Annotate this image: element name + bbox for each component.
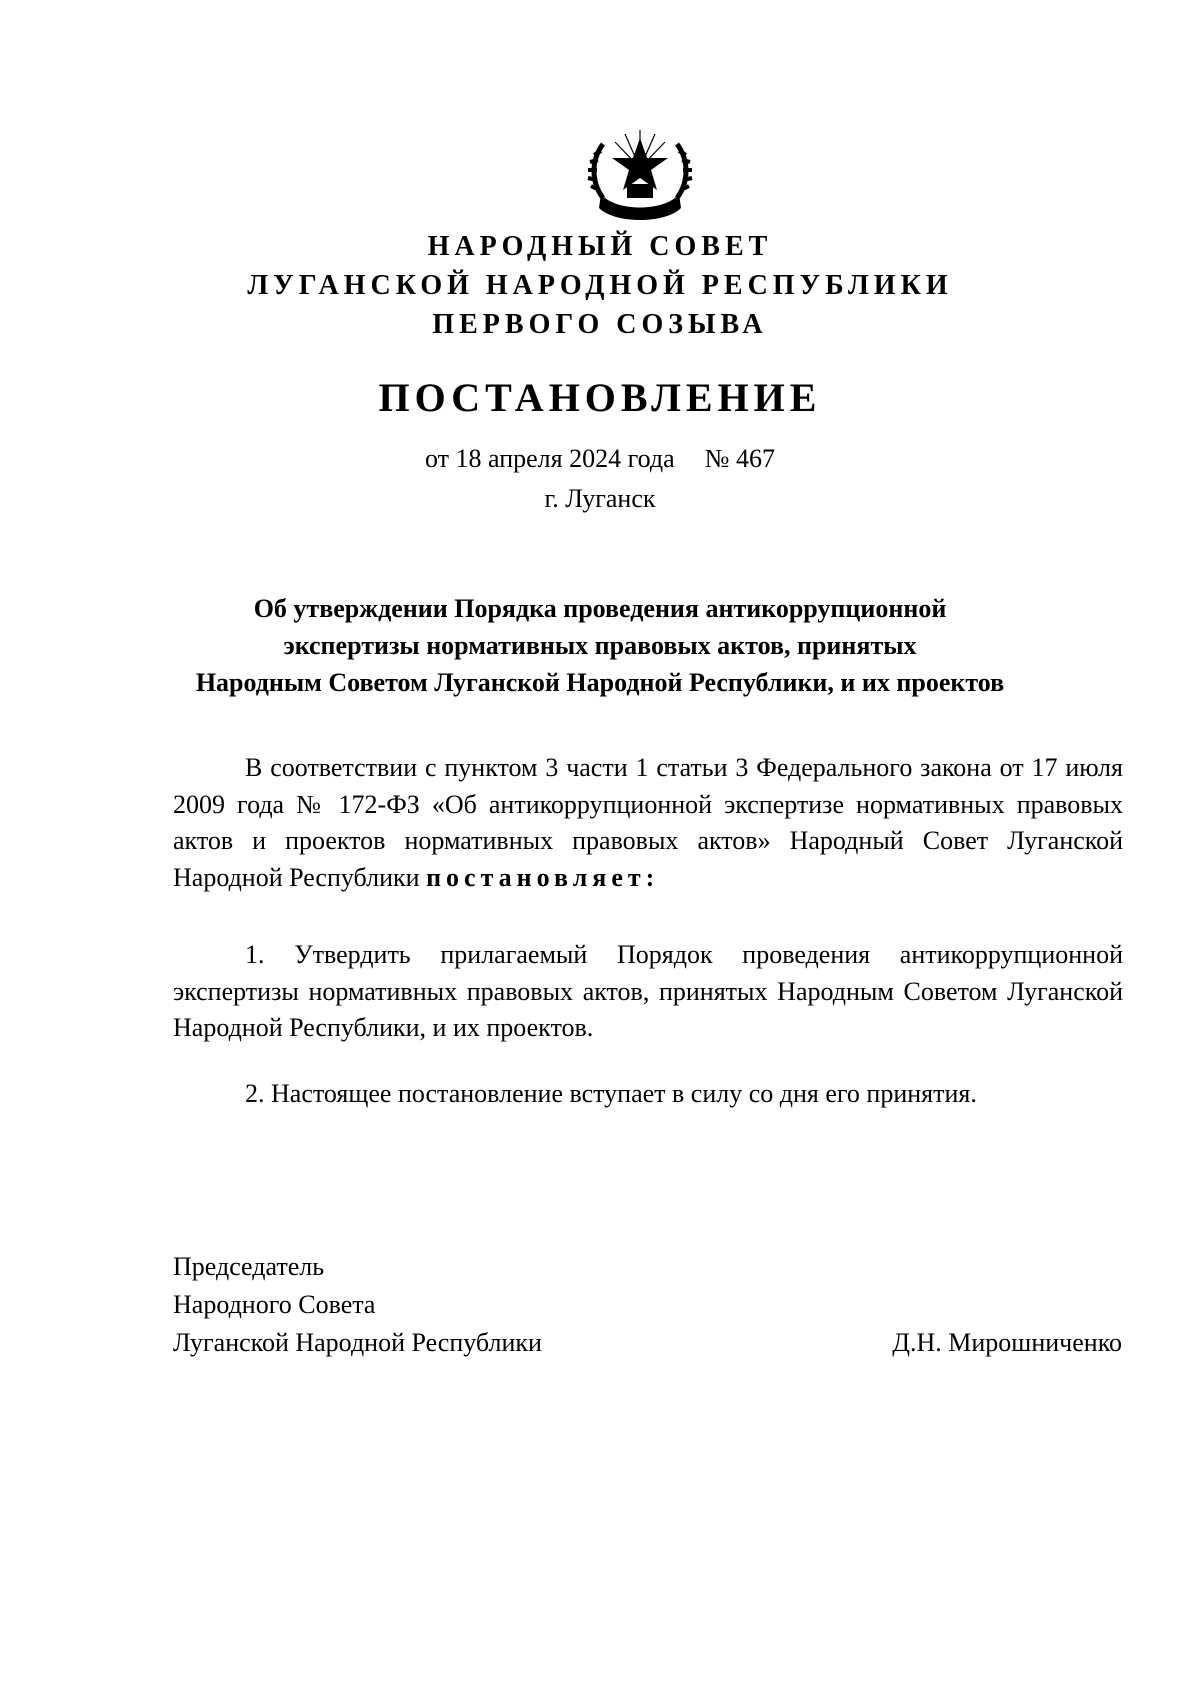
- document-type-title: ПОСТАНОВЛЕНИЕ: [378, 375, 822, 420]
- resolves-word: постановляет:: [426, 862, 660, 892]
- subject-line1: Об утверждении Порядка проведения антикоррупционной: [253, 594, 947, 623]
- document-city: г. Луганск: [544, 484, 656, 513]
- subject-line3: Народным Советом Луганской Народной Республики, и их проектов: [195, 668, 1005, 697]
- signatory-name: Д.Н. Мирошниченко: [892, 1328, 1122, 1357]
- subject-line2: экспертизы нормативных правовых актов, принятых: [283, 631, 917, 660]
- org-convocation: ПЕРВОГО СОЗЫВА: [432, 309, 768, 340]
- document-number: № 467: [704, 444, 775, 473]
- document-subject: [170, 590, 1030, 701]
- coat-of-arms-icon: [585, 120, 695, 230]
- signatory-title-line3: Луганской Народной Республики: [173, 1328, 542, 1357]
- preamble-paragraph: [173, 750, 1123, 896]
- document-date: от 18 апреля 2024 года: [425, 444, 675, 473]
- signatory-title-line2: Народного Совета: [173, 1290, 376, 1319]
- date-number-line: [0, 442, 1200, 476]
- preamble-text: В соответствии с пунктом 3 части 1 статьи 3 Федерального закона от 17 июля 2009 года № 172-ФЗ «Об антикоррупционной экспертизе нормативных правовых актов и проектов нормативных правовых актов» Народный Совет Луганской Народной Республики: [173, 753, 1123, 892]
- org-name-line2: ЛУГАНСКОЙ НАРОДНОЙ РЕСПУБЛИКИ: [247, 270, 953, 301]
- org-name-line1: НАРОДНЫЙ СОВЕТ: [427, 231, 773, 262]
- signatory-title: [173, 1248, 542, 1362]
- signatory-title-line1: Председатель: [173, 1252, 325, 1281]
- item-2-paragraph: 2. Настоящее постановление вступает в силу со дня его принятия.: [245, 1079, 977, 1108]
- item-1-paragraph: 1. Утвердить прилагаемый Порядок проведения антикоррупционной экспертизы нормативных правовых актов, принятых Народным Советом Луганской Народной Республики, и их проектов.: [173, 940, 1123, 1042]
